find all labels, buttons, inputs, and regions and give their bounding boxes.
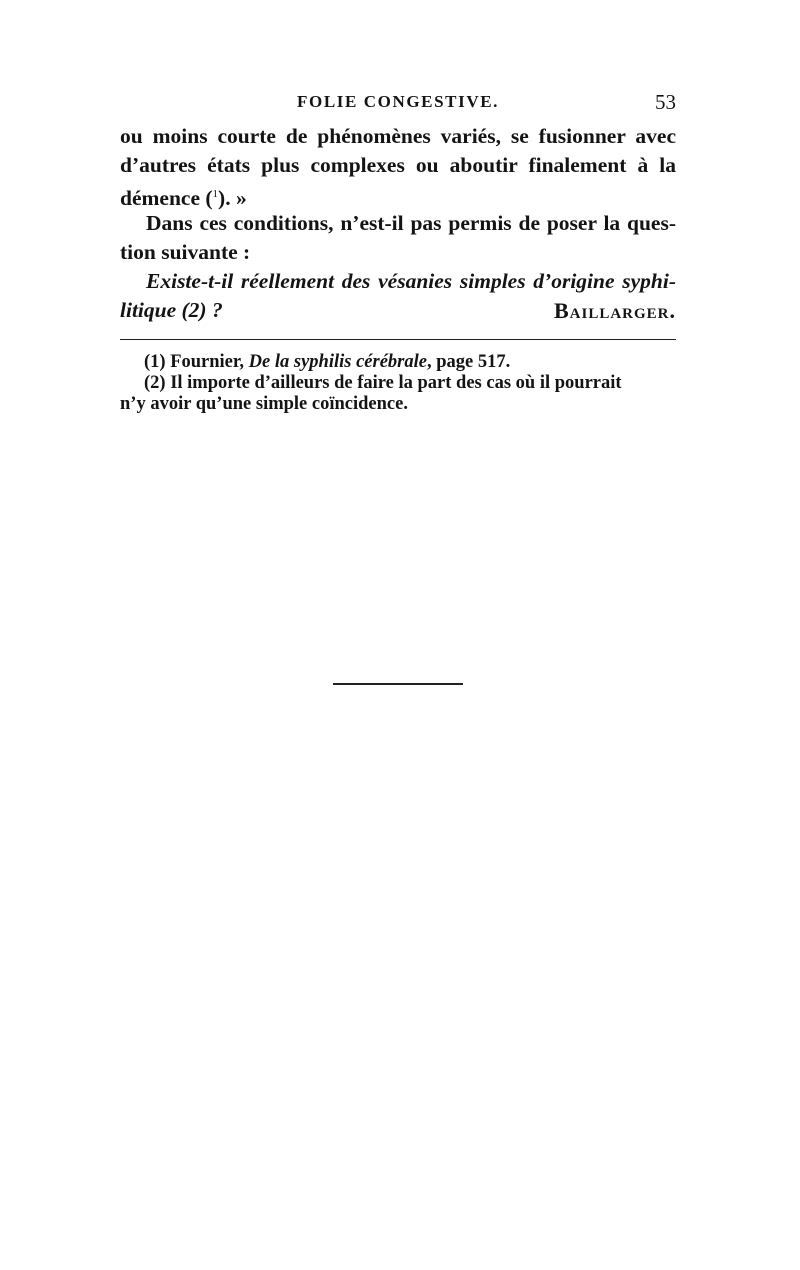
footnote-reference: 1 <box>212 188 219 200</box>
text-line-start: démence ( <box>120 186 213 210</box>
footnote-marker: (1) <box>144 352 166 372</box>
end-of-text-rule <box>333 683 463 685</box>
footnote-2-continuation: n’y avoir qu’une simple coïncidence. <box>120 394 408 414</box>
footnote-1 <box>120 352 676 373</box>
footnotes <box>120 352 676 415</box>
question-text: litique (2) ? <box>120 298 223 322</box>
cited-title: De la syphilis cérébrale <box>248 352 427 372</box>
main-text <box>120 122 676 325</box>
question-line-end <box>120 296 676 325</box>
footnote-text: Fournier, <box>170 352 249 372</box>
footnote-marker: (2) <box>144 373 166 393</box>
text-line <box>120 180 676 209</box>
author-signature: Baillarger. <box>553 298 676 323</box>
footnote-text-end: , page 517. <box>426 352 511 372</box>
text-line: Dans ces conditions, n’est-il pas permis de poser la ques- <box>146 211 676 235</box>
question-line: Existe-t-il réellement des vésanies simples d’origine syphi- <box>146 269 676 293</box>
footnote-2 <box>120 373 676 394</box>
page-number: 53 <box>655 90 676 114</box>
text-line: tion suivante : <box>120 240 251 264</box>
running-title: FOLIE CONGESTIVE. <box>297 92 499 111</box>
page-header <box>120 92 676 116</box>
text-line: ou moins courte de phénomènes variés, se fusionner avec <box>120 124 676 148</box>
text-line-end: ). » <box>218 186 247 210</box>
footnote-text: Il importe d’ailleurs de faire la part des cas où il pourrait <box>170 373 622 393</box>
text-line: d’autres états plus complexes ou aboutir finalement à la <box>120 153 676 177</box>
footnote-separator <box>120 339 676 340</box>
